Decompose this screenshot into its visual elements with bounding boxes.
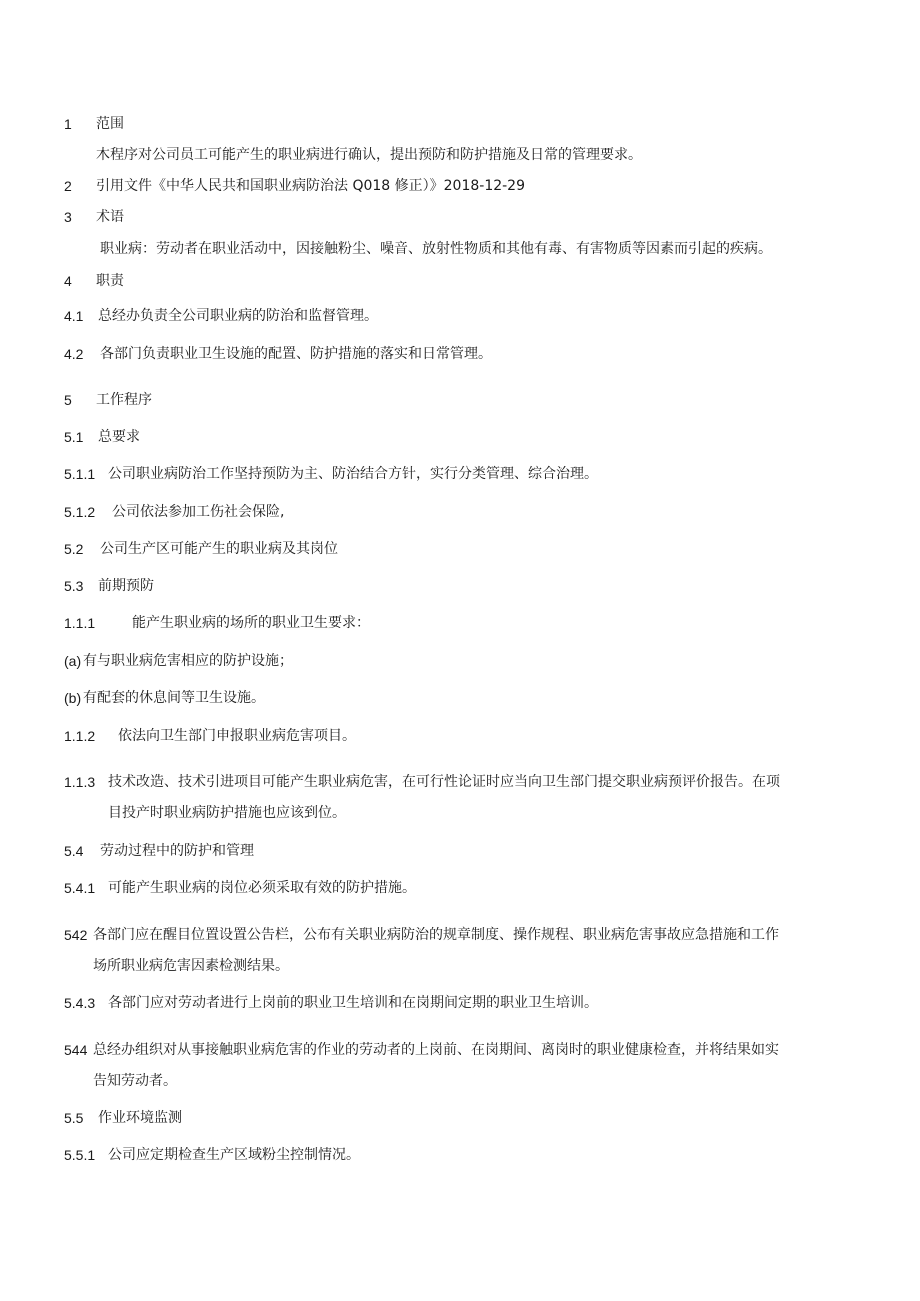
clause-text: 总经办负责全公司职业病的防治和监督管理。 <box>98 308 378 324</box>
section-number: 3 <box>64 209 72 225</box>
clause-number: 5.5 <box>64 1110 84 1126</box>
section-number: 5 <box>64 392 72 408</box>
clause-number: 1.1.3 <box>64 774 96 790</box>
clause-text: 公司依法参加工伤社会保险, <box>112 504 285 520</box>
clause-text: 技术改造、技术引进项目可能产生职业病危害，在可行性论证时应当向卫生部门提交职业病预评价报告。在项 <box>108 774 780 790</box>
clause-text: 各部门应在醒目位置设置公告栏，公布有关职业病防治的规章制度、操作规程、职业病危害事故应急措施和工作 <box>93 927 779 943</box>
clause-number: 4.1 <box>64 308 84 324</box>
list-item-text: 有配套的休息间等卫生设施。 <box>83 690 265 706</box>
clause-text: 总经办组织对从事接触职业病危害的作业的劳动者的上岗前、在岗期间、离岗时的职业健康检查，并将结果如实 <box>93 1042 779 1058</box>
clause-number: 5.1.1 <box>64 466 96 482</box>
clause-text: 依法向卫生部门申报职业病危害项目。 <box>118 728 356 744</box>
section-number: 2 <box>64 178 72 194</box>
clause-number: 5.1 <box>64 429 84 445</box>
section-number: 4 <box>64 273 72 289</box>
section-number: 1 <box>64 116 72 132</box>
section-title: 引用文件《中华人民共和国职业病防治法 Q018 修正）》2018-12-29 <box>96 178 526 194</box>
clause-text: 作业环境监测 <box>98 1110 182 1126</box>
clause-text: 公司应定期检查生产区域粉尘控制情况。 <box>108 1147 360 1163</box>
list-marker: (b) <box>64 690 82 706</box>
paragraph-text: 木程序对公司员工可能产生的职业病进行确认，提出预防和防护措施及日常的管理要求。 <box>96 147 642 163</box>
clause-number: 4.2 <box>64 346 84 362</box>
clause-number: 5.4.3 <box>64 995 96 1011</box>
clause-text: 各部门负责职业卫生设施的配置、防护措施的落实和日常管理。 <box>100 346 492 362</box>
clause-text: 能产生职业病的场所的职业卫生要求： <box>132 615 370 631</box>
clause-text: 劳动过程中的防护和管理 <box>100 843 254 859</box>
clause-number: 5.3 <box>64 578 84 594</box>
clause-number: 5.4 <box>64 843 84 859</box>
clause-text: 公司生产区可能产生的职业病及其岗位 <box>100 541 338 557</box>
clause-text: 公司职业病防治工作坚持预防为主、防治结合方针，实行分类管理、综合治理。 <box>108 466 598 482</box>
clause-number: 544 <box>64 1042 88 1058</box>
clause-number: 1.1.2 <box>64 728 96 744</box>
list-item-text: 有与职业病危害相应的防护设施； <box>83 653 293 669</box>
clause-text: 告知劳动者。 <box>93 1073 177 1089</box>
clause-number: 5.5.1 <box>64 1147 96 1163</box>
section-title: 工作程序 <box>96 392 152 408</box>
clause-number: 5.2 <box>64 541 84 557</box>
clause-text: 目投产时职业病防护措施也应该到位。 <box>108 805 346 821</box>
section-title: 职责 <box>96 273 124 289</box>
clause-text: 各部门应对劳动者进行上岗前的职业卫生培训和在岗期间定期的职业卫生培训。 <box>108 995 598 1011</box>
list-marker: (a) <box>64 653 82 669</box>
clause-number: 1.1.1 <box>64 615 96 631</box>
clause-number: 5.1.2 <box>64 504 96 520</box>
clause-number: 542 <box>64 927 88 943</box>
clause-text: 总要求 <box>98 429 140 445</box>
section-title: 术语 <box>96 209 124 225</box>
clause-number: 5.4.1 <box>64 880 96 896</box>
paragraph-text: 职业病：劳动者在职业活动中，因接触粉尘、噪音、放射性物质和其他有毒、有害物质等因素而引起的疾病。 <box>100 241 772 257</box>
section-title: 范围 <box>96 116 124 132</box>
clause-text: 可能产生职业病的岗位必须采取有效的防护措施。 <box>108 880 416 896</box>
clause-text: 场所职业病危害因素检测结果。 <box>93 958 289 974</box>
clause-text: 前期预防 <box>98 578 154 594</box>
